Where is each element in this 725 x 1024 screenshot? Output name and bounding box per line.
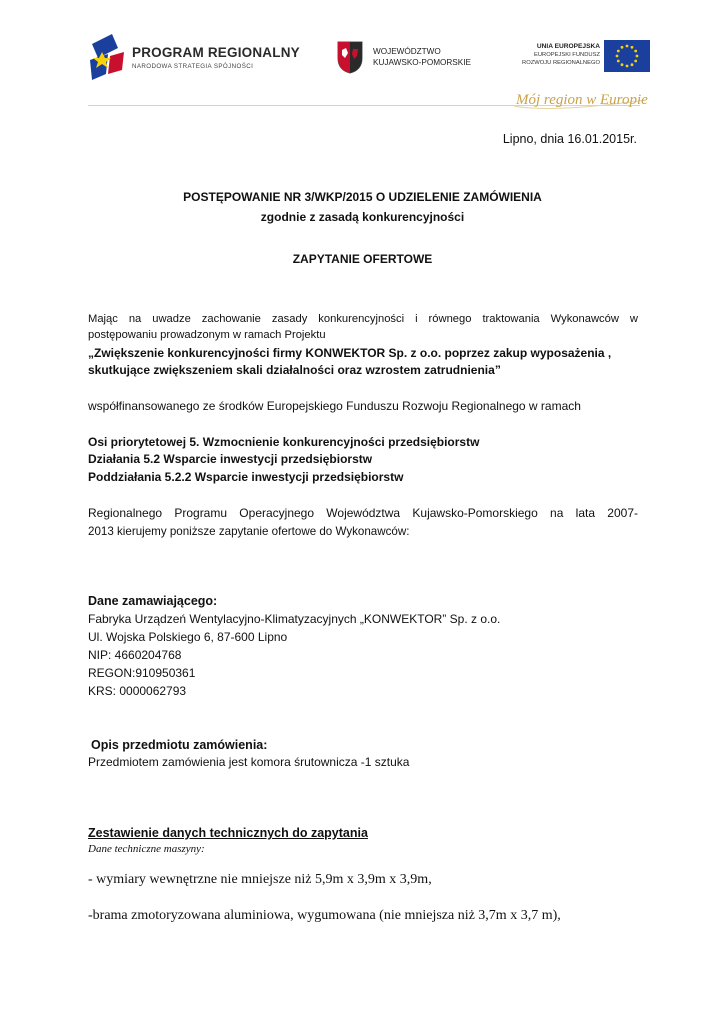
buyer-nip: NIP: 4660204768 xyxy=(88,648,182,662)
voivodeship-line1: WOJEWÓDZTWO xyxy=(373,47,441,56)
tech-item: -brama zmotoryzowana aluminiowa, wygumowana (nie mniejsza niż 3,7m x 3,7 m), xyxy=(88,908,561,923)
project-title-line2: skutkujące zwiększeniem skali działalności oraz wzrostem zatrudnienia” xyxy=(88,363,501,377)
measure: Działania 5.2 Wsparcie inwestycji przedsiębiorstw xyxy=(88,452,373,466)
eu-flag-icon xyxy=(604,40,650,72)
program-title: PROGRAM REGIONALNY xyxy=(132,45,300,60)
program-subtitle: NARODOWA STRATEGIA SPÓJNOŚCI xyxy=(132,63,254,70)
buyer-krs: KRS: 0000062793 xyxy=(88,684,187,698)
procedure-title: POSTĘPOWANIE NR 3/WKP/2015 O UDZIELENIE ZAMÓWIENIA xyxy=(183,190,542,204)
inquiry-title: ZAPYTANIE OFERTOWE xyxy=(292,252,433,266)
buyer-address: Ul. Wojska Polskiego 6, 87-600 Lipno xyxy=(88,630,288,644)
intro-line2: postępowaniu prowadzonym w ramach Projektu xyxy=(88,329,326,341)
subject-heading: Opis przedmiotu zamówienia: xyxy=(91,738,268,752)
tech-heading: Zestawienie danych technicznych do zapytania xyxy=(88,826,368,840)
program-regionalny-logo xyxy=(88,34,300,84)
voivodeship-crest-icon xyxy=(336,40,364,74)
tech-subheading: Dane techniczne maszyny: xyxy=(88,843,205,855)
slogan-text: Mój region w Europie xyxy=(516,92,648,108)
intro-line1: Mając na uwadze zachowanie zasady konkurencyjności i równego traktowania Wykonawców w xyxy=(88,313,638,325)
subject-text: Przedmiotem zamówienia jest komora śrutownicza -1 sztuka xyxy=(88,755,410,769)
voivodeship-logo xyxy=(336,40,486,80)
eu-line3: ROZWOJU REGIONALNEGO xyxy=(522,60,600,66)
cofinance-text: współfinansowanego ze środków Europejskiego Funduszu Rozwoju Regionalnego w ramach xyxy=(88,399,581,413)
program-line1: Regionalnego Programu Operacyjnego Województwa Kujawsko-Pomorskiego na lata 2007- xyxy=(88,506,638,520)
buyer-heading: Dane zamawiającego: xyxy=(88,594,218,608)
project-title-line1: „Zwiększenie konkurencyjności firmy KONWEKTOR Sp. z o.o. poprzez zakup wyposażenia , xyxy=(88,346,612,360)
tech-item: - wymiary wewnętrzne nie mniejsze niż 5,9m x 3,9m x 3,9m, xyxy=(88,872,432,887)
eu-text xyxy=(522,42,600,67)
voivodeship-line2: KUJAWSKO-POMORSKIE xyxy=(373,58,471,67)
place-date: Lipno, dnia 16.01.2015r. xyxy=(502,132,637,146)
document-header xyxy=(0,0,725,120)
buyer-regon: REGON:910950361 xyxy=(88,666,196,680)
buyer-name: Fabryka Urządzeń Wentylacyjno-Klimatyzacyjnych „KONWEKTOR” Sp. z o.o. xyxy=(88,612,501,626)
priority-axis: Osi priorytetowej 5. Wzmocnienie konkurencyjności przedsiębiorstw xyxy=(88,435,480,449)
eu-logo xyxy=(510,40,650,76)
eu-line2: EUROPEJSKI FUNDUSZ xyxy=(533,52,600,58)
procedure-subtitle: zgodnie z zasadą konkurencyjności xyxy=(260,210,465,224)
submeasure: Poddziałania 5.2.2 Wsparcie inwestycji przedsiębiorstw xyxy=(88,470,404,484)
slogan-moj-region-w-europie xyxy=(512,86,648,116)
eu-line1: UNIA EUROPEJSKA xyxy=(536,43,600,50)
program-regionalny-emblem-icon xyxy=(88,34,126,82)
program-line2: 2013 kierujemy poniższe zapytanie ofertowe do Wykonawców: xyxy=(88,525,410,538)
